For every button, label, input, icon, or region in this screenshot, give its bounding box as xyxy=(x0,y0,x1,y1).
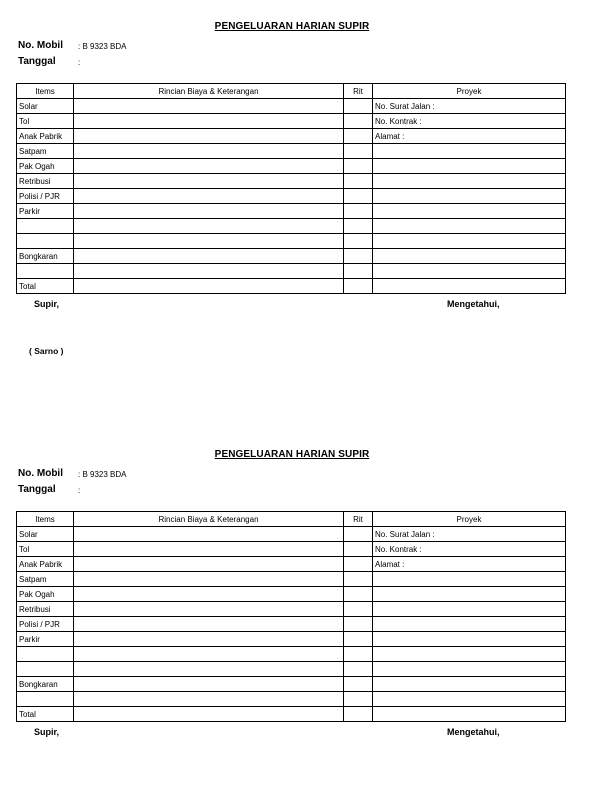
rit-cell[interactable] xyxy=(344,264,373,279)
proyek-cell[interactable] xyxy=(373,602,566,617)
rincian-cell[interactable] xyxy=(74,279,344,294)
table-row xyxy=(17,707,566,722)
proyek-cell[interactable] xyxy=(373,587,566,602)
rincian-cell[interactable] xyxy=(74,249,344,264)
header-rincian: Rincian Biaya & Keterangan xyxy=(74,512,344,527)
rincian-cell[interactable] xyxy=(74,617,344,632)
rincian-cell[interactable] xyxy=(74,99,344,114)
header-proyek: Proyek xyxy=(373,512,566,527)
table-row xyxy=(17,99,566,114)
no-mobil-value: : B 9323 BDA xyxy=(78,470,127,479)
table-header-row xyxy=(17,84,566,99)
table-row xyxy=(17,647,566,662)
proyek-cell[interactable] xyxy=(373,234,566,249)
item-cell: Tol xyxy=(17,114,74,129)
item-cell: Anak Pabrik xyxy=(17,557,74,572)
form-title: PENGELUARAN HARIAN SUPIR xyxy=(214,449,370,460)
rit-cell[interactable] xyxy=(344,174,373,189)
rit-cell[interactable] xyxy=(344,219,373,234)
tanggal-label: Tanggal xyxy=(18,56,56,67)
tanggal-value: : xyxy=(78,58,81,67)
proyek-cell[interactable] xyxy=(373,707,566,722)
item-cell: Bongkaran xyxy=(17,677,74,692)
rit-cell[interactable] xyxy=(344,647,373,662)
tanggal-value: : xyxy=(78,486,81,495)
supir-name: ( Sarno ) xyxy=(29,346,64,356)
form-title: PENGELUARAN HARIAN SUPIR xyxy=(214,21,370,32)
rit-cell[interactable] xyxy=(344,159,373,174)
item-cell: Retribusi xyxy=(17,174,74,189)
rincian-cell[interactable] xyxy=(74,647,344,662)
proyek-cell[interactable]: Alamat : xyxy=(373,129,566,144)
item-cell: Total xyxy=(17,707,74,722)
item-cell: Anak Pabrik xyxy=(17,129,74,144)
rit-cell[interactable] xyxy=(344,542,373,557)
mengetahui-label: Mengetahui, xyxy=(447,299,500,309)
rincian-cell[interactable] xyxy=(74,542,344,557)
item-cell xyxy=(17,234,74,249)
rincian-cell[interactable] xyxy=(74,572,344,587)
header-items: Items xyxy=(17,84,74,99)
table-header-row xyxy=(17,512,566,527)
proyek-cell[interactable] xyxy=(373,174,566,189)
rincian-cell[interactable] xyxy=(74,234,344,249)
rit-cell[interactable] xyxy=(344,662,373,677)
rit-cell[interactable] xyxy=(344,587,373,602)
table-row xyxy=(17,279,566,294)
rit-cell[interactable] xyxy=(344,189,373,204)
proyek-cell[interactable] xyxy=(373,219,566,234)
table-row xyxy=(17,129,566,144)
rincian-cell[interactable] xyxy=(74,662,344,677)
rincian-cell[interactable] xyxy=(74,144,344,159)
rit-cell[interactable] xyxy=(344,677,373,692)
table-row xyxy=(17,527,566,542)
proyek-cell[interactable] xyxy=(373,189,566,204)
rincian-cell[interactable] xyxy=(74,677,344,692)
item-cell: Retribusi xyxy=(17,602,74,617)
table-row xyxy=(17,587,566,602)
rincian-cell[interactable] xyxy=(74,602,344,617)
rincian-cell[interactable] xyxy=(74,114,344,129)
item-cell: Solar xyxy=(17,527,74,542)
item-cell: Satpam xyxy=(17,144,74,159)
rit-cell[interactable] xyxy=(344,114,373,129)
item-cell xyxy=(17,662,74,677)
rit-cell[interactable] xyxy=(344,234,373,249)
proyek-cell[interactable] xyxy=(373,647,566,662)
rit-cell[interactable] xyxy=(344,557,373,572)
rit-cell[interactable] xyxy=(344,249,373,264)
header-rit: Rit xyxy=(344,84,373,99)
proyek-cell[interactable]: No. Surat Jalan : xyxy=(373,99,566,114)
rincian-cell[interactable] xyxy=(74,159,344,174)
proyek-cell[interactable] xyxy=(373,279,566,294)
rincian-cell[interactable] xyxy=(74,264,344,279)
proyek-cell[interactable] xyxy=(373,662,566,677)
rincian-cell[interactable] xyxy=(74,587,344,602)
table-row xyxy=(17,632,566,647)
item-cell: Total xyxy=(17,279,74,294)
table-row xyxy=(17,159,566,174)
table-row xyxy=(17,189,566,204)
proyek-cell[interactable] xyxy=(373,632,566,647)
rit-cell[interactable] xyxy=(344,572,373,587)
header-rincian: Rincian Biaya & Keterangan xyxy=(74,84,344,99)
item-cell: Tol xyxy=(17,542,74,557)
rincian-cell[interactable] xyxy=(74,692,344,707)
item-cell: Polisi / PJR xyxy=(17,189,74,204)
rit-cell[interactable] xyxy=(344,279,373,294)
table-row xyxy=(17,677,566,692)
mengetahui-label: Mengetahui, xyxy=(447,727,500,737)
table-row xyxy=(17,662,566,677)
rit-cell[interactable] xyxy=(344,99,373,114)
no-mobil-label: No. Mobil xyxy=(18,40,63,51)
proyek-cell[interactable] xyxy=(373,692,566,707)
table-row xyxy=(17,602,566,617)
no-mobil-value: : B 9323 BDA xyxy=(78,42,127,51)
item-cell: Parkir xyxy=(17,632,74,647)
rincian-cell[interactable] xyxy=(74,707,344,722)
item-cell: Pak Ogah xyxy=(17,587,74,602)
header-proyek: Proyek xyxy=(373,84,566,99)
no-mobil-label: No. Mobil xyxy=(18,468,63,479)
proyek-cell[interactable]: No. Surat Jalan : xyxy=(373,527,566,542)
supir-label: Supir, xyxy=(34,727,60,737)
expense-table xyxy=(16,83,566,294)
rincian-cell[interactable] xyxy=(74,189,344,204)
expense-table xyxy=(16,511,566,722)
table-row xyxy=(17,542,566,557)
proyek-cell[interactable] xyxy=(373,159,566,174)
item-cell: Bongkaran xyxy=(17,249,74,264)
header-rit: Rit xyxy=(344,512,373,527)
proyek-cell[interactable]: No. Kontrak : xyxy=(373,114,566,129)
item-cell: Pak Ogah xyxy=(17,159,74,174)
rincian-cell[interactable] xyxy=(74,557,344,572)
rit-cell[interactable] xyxy=(344,617,373,632)
rit-cell[interactable] xyxy=(344,707,373,722)
rincian-cell[interactable] xyxy=(74,219,344,234)
table-row xyxy=(17,219,566,234)
rincian-cell[interactable] xyxy=(74,174,344,189)
proyek-cell[interactable] xyxy=(373,617,566,632)
proyek-cell[interactable] xyxy=(373,572,566,587)
proyek-cell[interactable] xyxy=(373,264,566,279)
proyek-cell[interactable] xyxy=(373,204,566,219)
rit-cell[interactable] xyxy=(344,527,373,542)
table-row xyxy=(17,249,566,264)
rit-cell[interactable] xyxy=(344,129,373,144)
rincian-cell[interactable] xyxy=(74,204,344,219)
table-row xyxy=(17,572,566,587)
table-row xyxy=(17,264,566,279)
rit-cell[interactable] xyxy=(344,632,373,647)
table-row xyxy=(17,174,566,189)
proyek-cell[interactable]: No. Kontrak : xyxy=(373,542,566,557)
header-items: Items xyxy=(17,512,74,527)
rincian-cell[interactable] xyxy=(74,527,344,542)
item-cell xyxy=(17,219,74,234)
rit-cell[interactable] xyxy=(344,692,373,707)
item-cell: Polisi / PJR xyxy=(17,617,74,632)
table-row xyxy=(17,234,566,249)
tanggal-label: Tanggal xyxy=(18,484,56,495)
proyek-cell[interactable]: Alamat : xyxy=(373,557,566,572)
item-cell: Solar xyxy=(17,99,74,114)
rincian-cell[interactable] xyxy=(74,632,344,647)
rit-cell[interactable] xyxy=(344,602,373,617)
rit-cell[interactable] xyxy=(344,204,373,219)
table-row xyxy=(17,144,566,159)
proyek-cell[interactable] xyxy=(373,677,566,692)
rit-cell[interactable] xyxy=(344,144,373,159)
item-cell: Parkir xyxy=(17,204,74,219)
proyek-cell[interactable] xyxy=(373,144,566,159)
proyek-cell[interactable] xyxy=(373,249,566,264)
item-cell xyxy=(17,647,74,662)
table-row xyxy=(17,114,566,129)
supir-label: Supir, xyxy=(34,299,60,309)
table-row xyxy=(17,557,566,572)
item-cell xyxy=(17,692,74,707)
rincian-cell[interactable] xyxy=(74,129,344,144)
item-cell xyxy=(17,264,74,279)
table-row xyxy=(17,204,566,219)
table-row xyxy=(17,692,566,707)
item-cell: Satpam xyxy=(17,572,74,587)
table-row xyxy=(17,617,566,632)
